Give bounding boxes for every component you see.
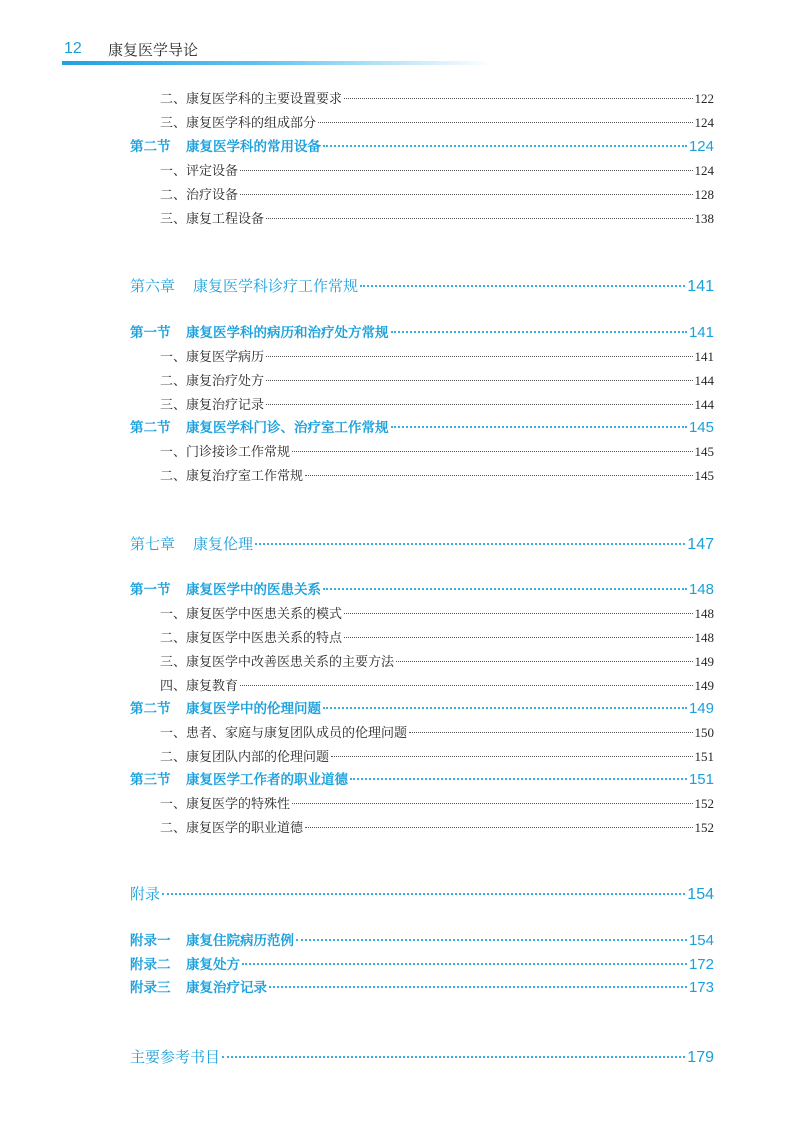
page-ref: 122 xyxy=(694,91,714,106)
toc-section[interactable]: 附录三 康复治疗记录 173 xyxy=(130,979,714,996)
toc-item[interactable]: 二、康复治疗室工作常规 145 xyxy=(160,468,714,484)
toc-section[interactable]: 附录一 康复住院病历范例 154 xyxy=(130,932,714,949)
page-ref: 124 xyxy=(694,115,714,130)
toc-item[interactable]: 一、门诊接诊工作常规 145 xyxy=(160,444,714,460)
page-ref: 149 xyxy=(694,654,714,669)
book-title: 康复医学导论 xyxy=(108,40,199,59)
leader-dots xyxy=(331,756,692,757)
page-ref: 144 xyxy=(694,373,714,388)
page-ref: 154 xyxy=(688,932,714,949)
toc-item[interactable]: 一、评定设备 124 xyxy=(160,163,714,179)
toc-section[interactable]: 第二节 康复医学科的常用设备 124 xyxy=(130,138,714,155)
toc-item[interactable]: 三、康复医学科的组成部分 124 xyxy=(160,115,714,131)
page-ref: 179 xyxy=(687,1049,714,1066)
page-ref: 128 xyxy=(694,187,714,202)
leader-dots xyxy=(323,145,687,147)
toc-item[interactable]: 三、康复工程设备 138 xyxy=(160,211,714,227)
toc-chapter[interactable]: 第六章 康复医学科诊疗工作常规 141 xyxy=(130,277,714,295)
leader-dots xyxy=(266,404,692,405)
leader-dots xyxy=(292,803,692,804)
leader-dots xyxy=(323,588,687,590)
toc-item[interactable]: 一、患者、家庭与康复团队成员的伦理问题 150 xyxy=(160,725,714,741)
leader-dots xyxy=(266,356,692,357)
leader-dots xyxy=(222,1056,685,1058)
leader-dots xyxy=(292,451,692,452)
leader-dots xyxy=(162,893,685,895)
leader-dots xyxy=(323,707,687,709)
toc-section[interactable]: 第二节 康复医学中的伦理问题 149 xyxy=(130,700,714,717)
toc-item[interactable]: 一、康复医学病历 141 xyxy=(160,349,714,365)
leader-dots xyxy=(409,732,692,733)
leader-dots xyxy=(305,827,692,828)
leader-dots xyxy=(305,475,692,476)
leader-dots xyxy=(266,218,692,219)
page-ref: 141 xyxy=(688,324,714,341)
page-ref: 145 xyxy=(694,444,714,459)
page-ref: 151 xyxy=(694,749,714,764)
page-ref: 152 xyxy=(694,796,714,811)
leader-dots xyxy=(269,986,687,988)
leader-dots xyxy=(242,963,687,965)
toc-item[interactable]: 二、康复医学的职业道德 152 xyxy=(160,820,714,836)
leader-dots xyxy=(391,331,687,333)
page-ref: 141 xyxy=(694,349,714,364)
page-ref: 147 xyxy=(687,536,714,553)
toc-item[interactable]: 一、康复医学中医患关系的模式 148 xyxy=(160,606,714,622)
leader-dots xyxy=(240,685,692,686)
page-ref: 151 xyxy=(688,771,714,788)
page-ref: 149 xyxy=(688,700,714,717)
page-ref: 172 xyxy=(688,956,714,973)
leader-dots xyxy=(396,661,692,662)
toc-item[interactable]: 四、康复教育 149 xyxy=(160,678,714,694)
page-ref: 148 xyxy=(688,581,714,598)
page-ref: 141 xyxy=(687,278,714,295)
page-ref: 145 xyxy=(694,468,714,483)
page-ref: 148 xyxy=(694,606,714,621)
toc-chapter[interactable]: 第七章 康复伦理 147 xyxy=(130,535,714,553)
leader-dots xyxy=(266,380,692,381)
toc-item[interactable]: 二、康复治疗处方 144 xyxy=(160,373,714,389)
toc-section[interactable]: 第三节 康复医学工作者的职业道德 151 xyxy=(130,771,714,788)
leader-dots xyxy=(296,939,687,941)
leader-dots xyxy=(240,170,692,171)
page-ref: 124 xyxy=(694,163,714,178)
page-ref: 148 xyxy=(694,630,714,645)
leader-dots xyxy=(391,426,687,428)
page-ref: 154 xyxy=(687,886,714,903)
page-ref: 138 xyxy=(694,211,714,226)
page-ref: 150 xyxy=(694,725,714,740)
toc-item[interactable]: 二、康复医学中医患关系的特点 148 xyxy=(160,630,714,646)
toc-section[interactable]: 附录二 康复处方 172 xyxy=(130,956,714,973)
page-number: 12 xyxy=(64,40,82,57)
leader-dots xyxy=(360,285,685,287)
toc-item[interactable]: 二、康复医学科的主要设置要求 122 xyxy=(160,91,714,107)
leader-dots xyxy=(255,543,685,545)
page-ref: 152 xyxy=(694,820,714,835)
toc-item[interactable]: 一、康复医学的特殊性 152 xyxy=(160,796,714,812)
page-ref: 145 xyxy=(688,419,714,436)
page-ref: 144 xyxy=(694,397,714,412)
running-header xyxy=(64,38,198,60)
page-ref: 149 xyxy=(694,678,714,693)
leader-dots xyxy=(350,778,687,780)
toc-item[interactable]: 二、康复团队内部的伦理问题 151 xyxy=(160,749,714,765)
leader-dots xyxy=(344,637,692,638)
page-ref: 124 xyxy=(688,138,714,155)
toc-section[interactable]: 第一节 康复医学中的医患关系 148 xyxy=(130,581,714,598)
toc-chapter[interactable]: 附录 154 xyxy=(130,885,714,903)
toc-item[interactable]: 三、康复医学中改善医患关系的主要方法 149 xyxy=(160,654,714,670)
toc-chapter[interactable]: 主要参考书目 179 xyxy=(130,1048,714,1066)
toc-item[interactable]: 三、康复治疗记录 144 xyxy=(160,397,714,413)
toc-section[interactable]: 第一节 康复医学科的病历和治疗处方常规 141 xyxy=(130,324,714,341)
leader-dots xyxy=(344,613,692,614)
leader-dots xyxy=(318,122,692,123)
leader-dots xyxy=(344,98,692,99)
toc-section[interactable]: 第二节 康复医学科门诊、治疗室工作常规 145 xyxy=(130,419,714,436)
leader-dots xyxy=(240,194,692,195)
page-ref: 173 xyxy=(688,979,714,996)
toc-item[interactable]: 二、治疗设备 128 xyxy=(160,187,714,203)
header-rule xyxy=(62,61,492,65)
